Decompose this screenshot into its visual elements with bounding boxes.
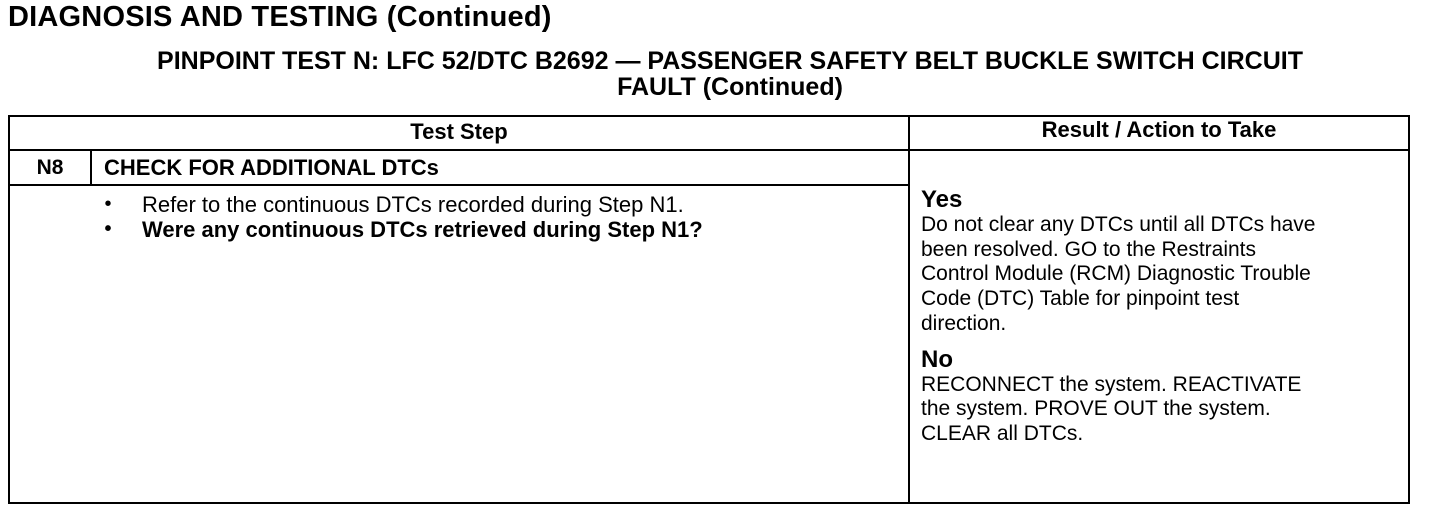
page-heading: DIAGNOSIS AND TESTING (Continued) [8,1,552,33]
instruction-question: Were any continuous DTCs retrieved during Step N1? [142,217,703,242]
result-yes-line: Code (DTC) Table for pinpoint test [921,287,1240,311]
step-id: N8 [36,156,64,179]
result-no-line: the system. PROVE OUT the system. [921,397,1271,421]
result-yes-line: Do not clear any DTCs until all DTCs have [921,213,1316,236]
result-yes-label: Yes [921,186,963,213]
result-no-line: CLEAR all DTCs. [921,421,1084,445]
header-test-step: Test Step [410,119,508,144]
step-instructions [102,192,703,242]
instruction-item [102,192,703,217]
step-id-divider [90,149,92,186]
pinpoint-test-title [40,48,1420,100]
step-title-rule [8,184,909,186]
result-yes-line: Control Module (RCM) Diagnostic Trouble [921,262,1311,286]
result-yes-line: been resolved. GO to the Restraints [921,237,1257,261]
pinpoint-test-title-line-2: FAULT (Continued) [617,73,843,101]
header-rule [8,149,1410,151]
result-yes-line: direction. [921,311,1007,335]
header-result-action: Result / Action to Take [1041,117,1277,142]
bullet-icon: • [104,218,112,240]
result-no-label: No [921,345,953,373]
result-action-cell [921,187,1407,447]
column-divider [908,115,910,504]
bullet-icon: • [104,193,112,215]
step-title: CHECK FOR ADDITIONAL DTCs [104,155,439,180]
pinpoint-test-title-line-1: PINPOINT TEST N: LFC 52/DTC B2692 — PASSENGER SAFETY BELT BUCKLE SWITCH CIRCUIT [157,47,1303,75]
instruction-item [102,217,703,242]
result-spacer [921,337,1407,347]
instruction-text: Refer to the continuous DTCs recorded during Step N1. [142,192,684,217]
result-no-line: RECONNECT the system. REACTIVATE [921,372,1302,396]
